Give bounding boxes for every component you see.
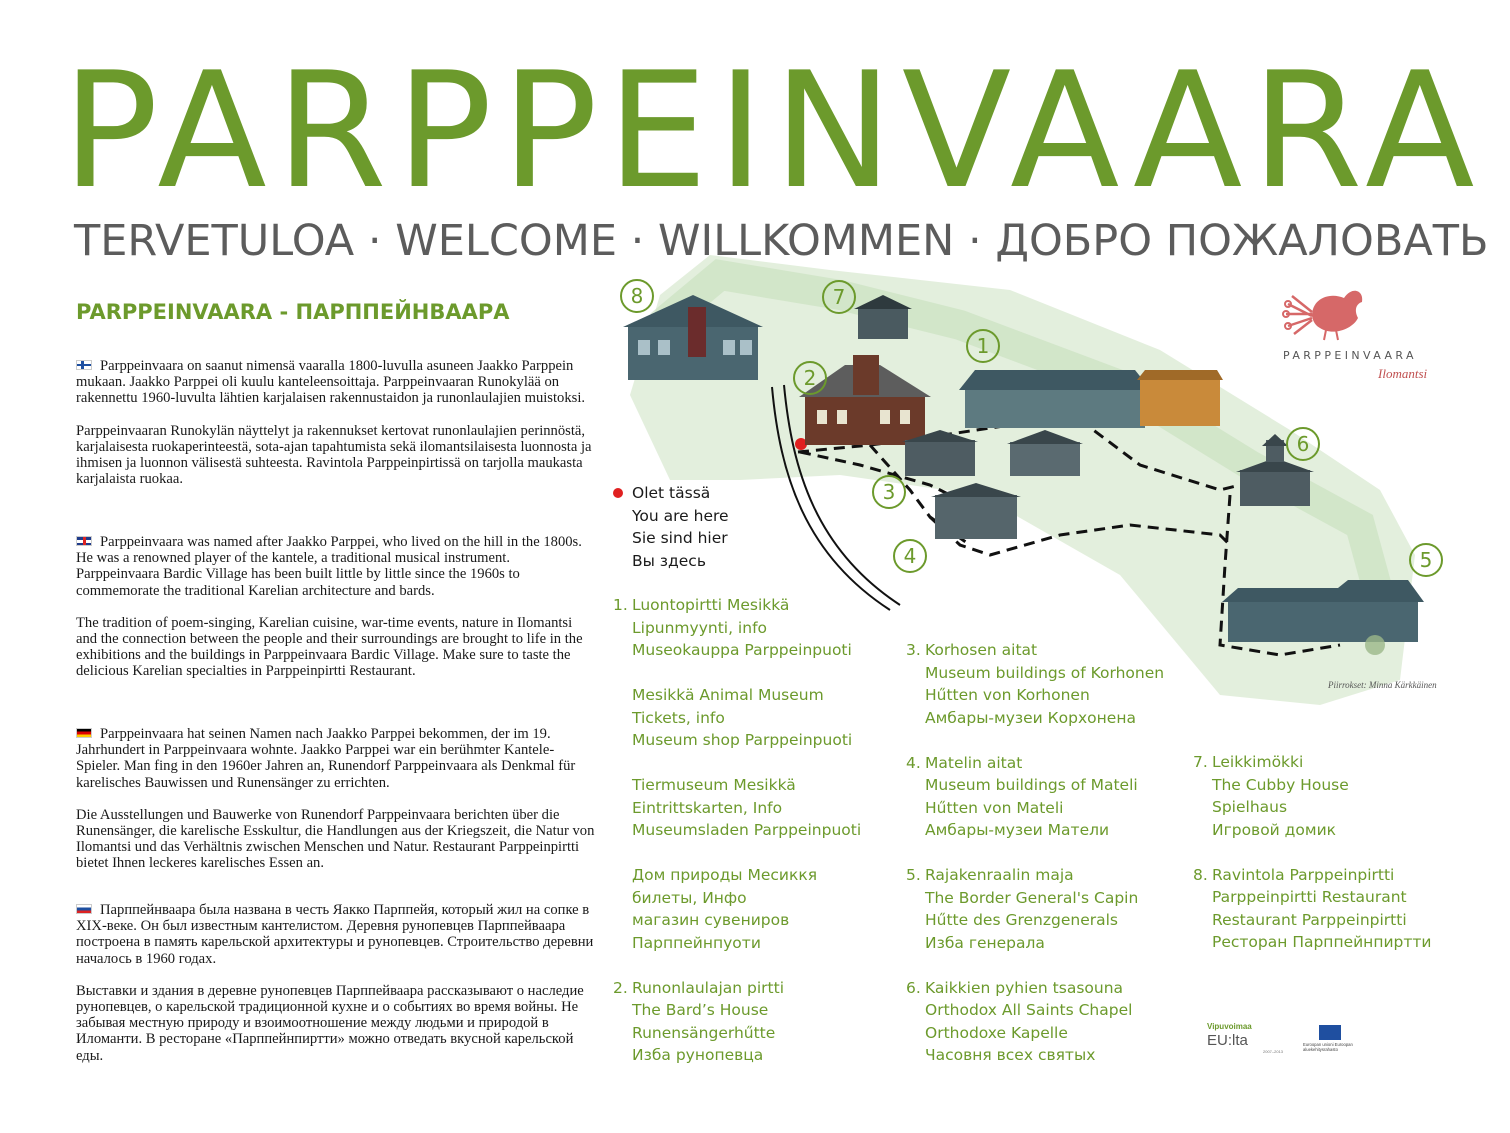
eu-fund-text: Euroopan unioni Euroopan aluekehitysrahasto bbox=[1303, 1042, 1353, 1052]
german-flag-icon bbox=[76, 728, 92, 738]
map-badge-3: 3 bbox=[872, 475, 906, 509]
intro-de-paragraph-1: Parppeinvaara hat seinen Namen nach Jaakko Parppei bekommen, der im 19. Jahrhundert in Parppeinvaara wohnte. Jaakko Parppei war ein berühmter Kantele-Spieler. Man fing in den 1960er Jahren an, Runendorf Parppeinvaara als Denkmal für karelisches Bauwissen und Runensänger zu errichten. bbox=[76, 726, 576, 791]
legend-item-6: 6. Kaikkien pyhien tsasouna Orthodox All Saints Chapel Orthodoxe Kapelle Часовня всех святых bbox=[906, 978, 1133, 1064]
funding-logos bbox=[1207, 1022, 1353, 1058]
funding-years: 2007–2013 bbox=[1263, 1049, 1284, 1054]
map-badge-7: 7 bbox=[822, 280, 856, 314]
uk-flag-icon bbox=[76, 536, 92, 546]
eu-flag-icon bbox=[1319, 1025, 1341, 1040]
map-badge-2: 2 bbox=[793, 361, 827, 395]
legend-item-3: 3. Korhosen aitat Museum buildings of Korhonen Hűtten von Korhonen Амбары-музеи Корхонена bbox=[906, 641, 1165, 727]
map-badge-5: 5 bbox=[1409, 543, 1443, 577]
map-badge-6: 6 bbox=[1286, 427, 1320, 461]
legend-item-1: 1. Luontopirtti Mesikkä Lipunmyynti, info Museokauppa Parppeinpuoti Mesikkä Animal Museum Tickets, info Museum shop Parppeinpuoti Tiermuseum Mesikkä Eintrittskarten, Info Museumsladen Parppeinpuoti Дом природы Месиккя билеты, Инфо магазин сувениров Парппейнпуоти bbox=[613, 596, 862, 952]
intro-en-paragraph-1: Parppeinvaara was named after Jaakko Parppei, who lived on the hill in the 1800s. He was a renowned player of the kantele, a traditional musical instrument. Parppeinvaara Bardic Village has been built little by little since the 1960s to commemorate the traditional Karelian architecture and bards. bbox=[76, 534, 582, 599]
legend-item-7: 7. Leikkimökki The Cubby House Spielhaus Игровой домик bbox=[1193, 753, 1349, 839]
intro-de-paragraph-2: Die Ausstellungen und Bauwerke von Runendorf Parppeinvaara berichten über die Runensänger, die karelische Esskultur, die Handlungen aus der Kriegszeit, die Natur von Ilomantsi und das Verhältnis zwischen Menschen und Natur. Restaurant Parppeinpirtti bietet Ihnen leckeres karelisches Essen an. bbox=[76, 806, 595, 872]
legend-item-2: 2. Runonlaulajan pirtti The Bard’s House Runensängerhűtte Изба рунопевца bbox=[613, 978, 784, 1064]
you-are-here-fi: Olet tässä bbox=[632, 484, 711, 502]
map-badge-8: 8 bbox=[620, 279, 654, 313]
intro-english bbox=[76, 534, 596, 696]
tree-icon bbox=[1365, 635, 1385, 655]
intro-finnish bbox=[76, 358, 596, 503]
logo-subtitle: Ilomantsi bbox=[1378, 366, 1428, 381]
legend-item-4: 4. Matelin aitat Museum buildings of Mateli Hűtten von Mateli Амбары-музеи Матели bbox=[906, 753, 1138, 839]
intro-fi-paragraph-2: Parppeinvaaran Runokylän näyttelyt ja rakennukset kertovat runonlaulajien perinnöstä, karjalaisesta ruokaperinteestä, sota-ajan tapahtumista sekä ilomantsilaisesta luonnosta ja ihmisen ja luonnon välisestä suhteesta. Ravintola Parppeinpirtissä on tarjolla maukasta karjalaista ruokaa. bbox=[76, 422, 592, 488]
section-heading: PARPPEINVAARA - ПАРППЕЙНВААРА bbox=[76, 300, 510, 324]
vipuvoimaa-label: Vipuvoimaa bbox=[1207, 1022, 1252, 1031]
map-badge-1: 1 bbox=[966, 329, 1000, 363]
legend-column-2 bbox=[906, 639, 1164, 1089]
you-are-here-dot-icon bbox=[613, 488, 623, 498]
you-are-here-en: You are here bbox=[632, 506, 729, 525]
you-are-here-ru: Вы здесь bbox=[632, 551, 706, 570]
intro-german bbox=[76, 726, 596, 888]
intro-ru-paragraph-2: Выставки и здания в деревне рунопевцев Парппейваара рассказывают о наследие рунопевцев, о карельской традиционной кухне и о событиях во время войны. Не забывая местную природу и взоимоотношение между людьми и природой в Иломанти. В ресторане «Парппейнпиртти» можно отведать вкусной карельской еды. bbox=[76, 982, 584, 1064]
map-badge-4: 4 bbox=[893, 539, 927, 573]
vipuvoimaa-eu-label: EU:lta bbox=[1207, 1032, 1248, 1049]
legend-column-3 bbox=[1193, 751, 1432, 976]
legend-item-5: 5. Rajakenraalin maja The Border General's Capin Hűtte des Grenzgenerals Изба генерала bbox=[906, 866, 1139, 952]
building-1-icon bbox=[959, 370, 1223, 428]
you-are-here-de: Sie sind hier bbox=[632, 529, 728, 547]
building-5-icon bbox=[1222, 580, 1424, 642]
intro-fi-paragraph-1: Parppeinvaara on saanut nimensä vaaralla 1800-luvulla asuneen Jaakko Parppein mukaan. Jaakko Parppei oli kuulu kanteleensoittaja. Parppeinvaaran Runokylää on rakennettu 1960-luvulta lähtien karjalaisen rakennustaidon ja runonlaulajien muistoksi. bbox=[76, 358, 586, 407]
intro-ru-paragraph-1: Парппейнваара была названа в честь Яакко Парппейя, который жил на сопке в XIX-веке. Он был известным кантелистом. Деревня рунопевцев Парппейваара построена в память карельской архитектуры и рунопевцев. Строительство деревни началось в 1960 годах. bbox=[76, 902, 594, 967]
illustration-credit: Piirrokset: Minna Kärkkäinen bbox=[1328, 680, 1437, 690]
russian-flag-icon bbox=[76, 904, 92, 914]
legend-column-1 bbox=[613, 594, 861, 1089]
intro-russian bbox=[76, 902, 596, 1080]
you-are-here-legend bbox=[632, 482, 729, 572]
intro-en-paragraph-2: The tradition of poem-singing, Karelian cuisine, war-time events, nature in Ilomantsi and the connection between the people and their surroundings are brought to life in the exhibitions and the buildings in Parppeinvaara Bardic Village. Make sure to taste the delicious Karelian specialties in Parppeinpirtti Restaurant. bbox=[76, 614, 583, 680]
bird-logo-icon bbox=[1282, 276, 1372, 342]
page-title: PARPPEINVAARA bbox=[62, 37, 1484, 224]
logo-name: PARPPEINVAARA bbox=[1283, 349, 1417, 362]
finnish-flag-icon bbox=[76, 360, 92, 370]
legend-item-8: 8. Ravintola Parppeinpirtti Parppeinpirtti Restaurant Restaurant Parppeinpirtti Ресторан Парппейнпиртти bbox=[1193, 865, 1432, 951]
welcome-line: TERVETULOA · WELCOME · WILLKOMMEN · ДОБРО ПОЖАЛОВАТЬ bbox=[74, 216, 1489, 266]
